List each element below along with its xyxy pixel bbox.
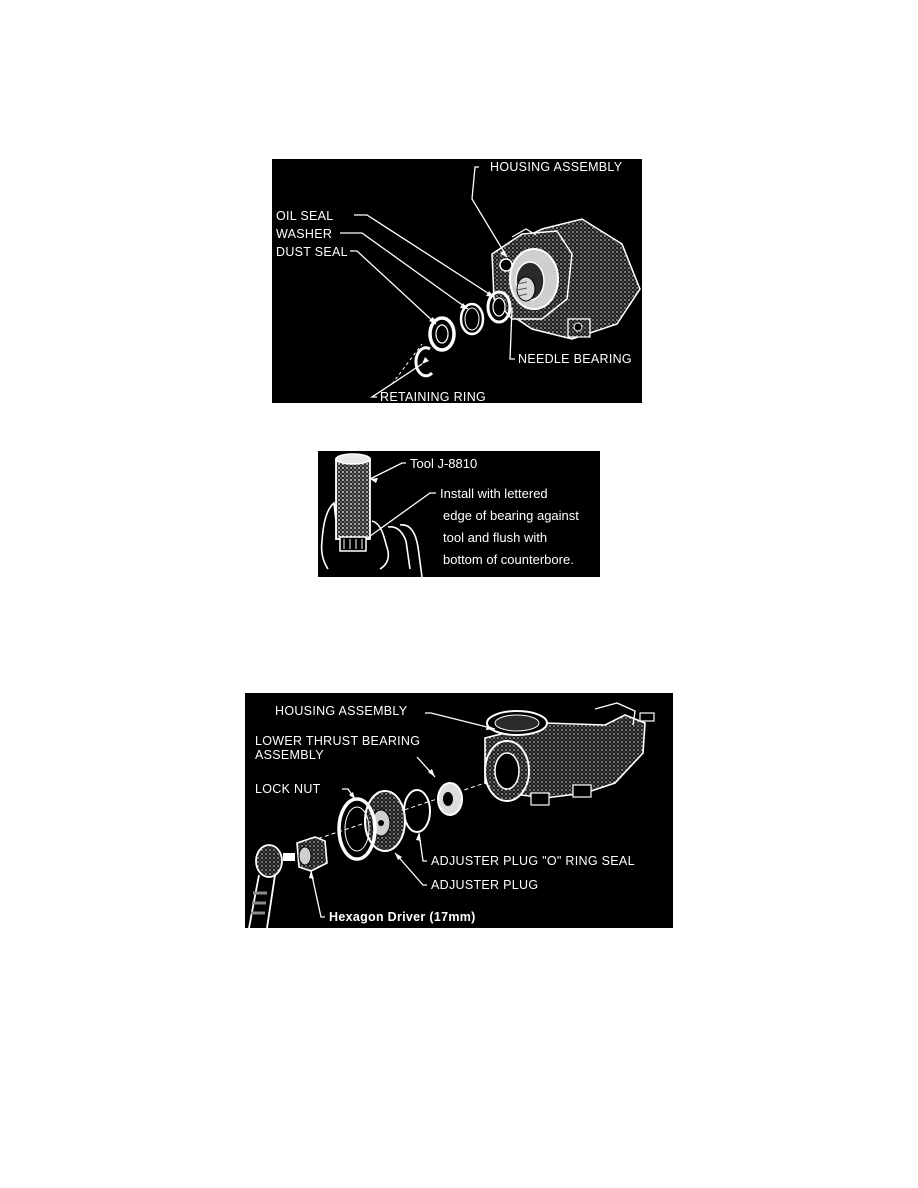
note-line-1: Install with lettered [440,486,548,501]
ratchet-handle [249,845,295,928]
label-adjuster-plug: ADJUSTER PLUG [431,878,539,892]
leader-lines [340,167,515,397]
figure-bearing-install-tool [318,451,600,577]
note-line-3: tool and flush with [443,530,548,545]
label-o-ring-seal: ADJUSTER PLUG "O" RING SEAL [431,854,635,868]
adjuster-plug-part [365,791,405,851]
label-dust-seal: DUST SEAL [276,245,348,259]
label-housing-assembly-3: HOUSING ASSEMBLY [275,704,408,718]
leader-lines-2 [366,463,436,539]
note-line-4: bottom of counterbore. [443,552,574,567]
label-housing-assembly: HOUSING ASSEMBLY [490,160,623,174]
thrust-bearing-part [438,783,462,815]
label-washer: WASHER [276,227,333,241]
note-line-2: edge of bearing against [443,508,579,523]
label-retaining-ring: RETAINING RING [380,390,487,403]
label-needle-bearing: NEEDLE BEARING [518,352,632,366]
tool-shaft [336,454,370,551]
hex-driver-part [297,837,327,871]
label-tool-number: Tool J-8810 [410,456,478,471]
housing-body [492,219,640,339]
label-lower-thrust-bearing: LOWER THRUST BEARING [255,734,421,748]
o-ring-part [404,790,430,832]
figure-adjuster-plug [245,693,673,928]
label-hexagon-driver: Hexagon Driver (17mm) [329,910,476,924]
label-lower-thrust-assembly: ASSEMBLY [255,748,324,762]
housing-seals-drawing [272,159,642,403]
figure-housing-seals [272,159,642,403]
label-lock-nut: LOCK NUT [255,782,321,796]
adjuster-plug-drawing [245,693,673,928]
label-oil-seal: OIL SEAL [276,209,334,223]
steering-gear-housing [485,703,654,805]
